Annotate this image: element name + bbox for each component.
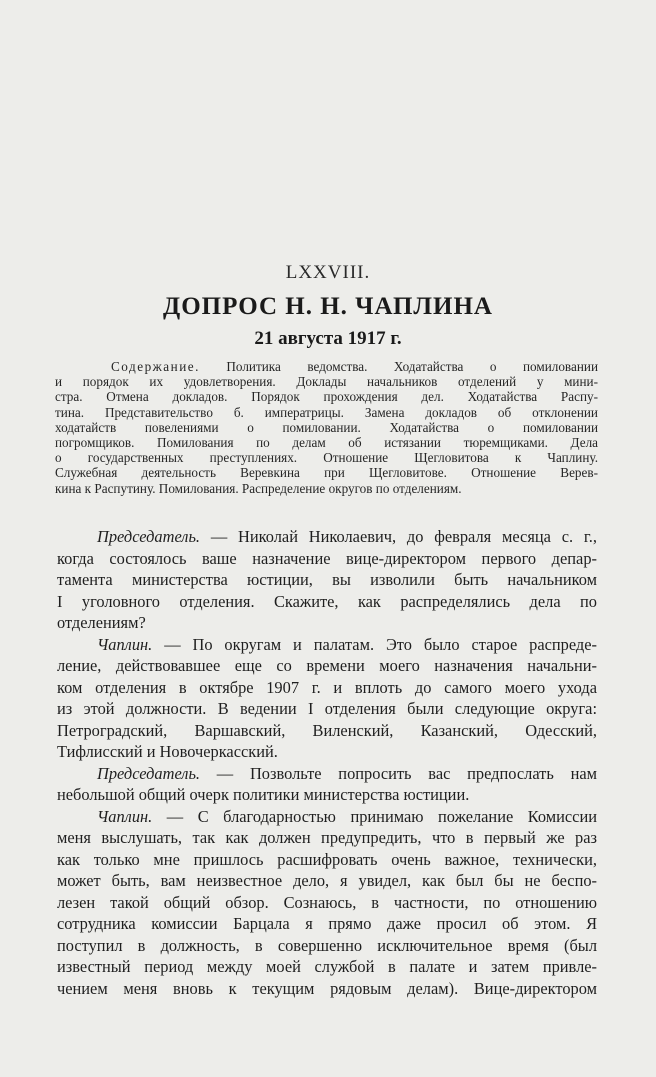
document-title: ДОПРОС Н. Н. ЧАПЛИНА <box>163 293 493 320</box>
contents-line: и порядок их удовлетворения. Доклады начальников отделений у мини- <box>55 374 598 390</box>
paragraph-line: Чаплин. — С благодарностью принимаю пожелание Комиссии <box>97 806 597 826</box>
contents-line: о государственных преступлениях. Отношение Щегловитова к Чаплину. <box>55 450 598 466</box>
speaker-name: Председатель. <box>97 527 201 546</box>
paragraph-line: ком отделения в октябре 1907 г. и вплоть до самого моего ухода <box>57 677 597 697</box>
paragraph-line: лезен такой общий обзор. Сознаюсь, в частности, по отношению <box>57 892 597 912</box>
contents-line: погромщиков. Помилования по делам об истязании тюремщиками. Дела <box>55 435 598 451</box>
paragraph-line: тамента министерства юстиции, вы изволили быть начальником <box>57 570 597 589</box>
speaker-name: Чаплин. <box>97 634 153 654</box>
document-date: 21 августа 1917 г. <box>254 328 402 349</box>
paragraph-line: Чаплин. — По округам и палатам. Это было старое распреде- <box>97 634 597 654</box>
contents-label: Содержание. <box>111 359 200 374</box>
chapter-number: LXXVIII. <box>285 262 371 283</box>
paragraph-line: Тифлисский и Новочеркасский. <box>57 742 278 761</box>
paragraph-line: Председатель. — Позвольте попросить вас предпослать нам <box>97 763 597 783</box>
contents-line: Служебная деятельность Веревкина при Щегловитове. Отношение Верев- <box>55 465 598 481</box>
paragraph-line: чением меня вновь к текущим рядовым делам). Вице-директором <box>57 978 597 998</box>
paragraph-line: может быть, вам неизвестное дело, я увидел, как был бы не беспо- <box>57 871 597 890</box>
paragraph-line: поступил в должность, в совершенно исключительное время (был <box>57 935 597 955</box>
paragraph-line: I уголовного отделения. Скажите, как распределялись дела по <box>57 591 597 611</box>
paragraph-line: ление, действовавшее еще со времени моего назначения начальни- <box>57 656 597 675</box>
paragraph-line: небольшой общий очерк политики министерства юстиции. <box>57 785 470 804</box>
contents-line: стра. Отмена докладов. Порядок прохождения дел. Ходатайства Распу- <box>55 389 598 405</box>
contents-line: Содержание. Политика ведомства. Ходатайства о помиловании <box>111 359 598 374</box>
paragraph-line: сотрудника комиссии Барцала я прямо даже просил об этом. Я <box>57 914 597 933</box>
paragraph-line: отделениям? <box>57 613 146 632</box>
contents-line: тина. Представительство б. императрицы. Замена докладов об отклонении <box>55 404 598 420</box>
paragraph-line: когда состоялось ваше назначение вице-директором первого депар- <box>57 548 597 568</box>
contents-summary <box>55 359 598 496</box>
interrogation-text <box>57 526 597 999</box>
contents-line: кина к Распутину. Помилования. Распределение округов по отделениям. <box>55 480 462 496</box>
speaker-name: Чаплин. <box>97 806 153 826</box>
speaker-name: Председатель. <box>97 763 201 783</box>
paragraph-line: известный период между моей службой в палате и затем привле- <box>57 957 597 976</box>
paragraph-line: Петроградский, Варшавский, Виленский, Казанский, Одесский, <box>57 720 597 740</box>
contents-line: ходатайств повелениями о помиловании. Ходатайства о помиловании <box>55 419 598 435</box>
paragraph-line: как только мне пришлось расшифровать очень важное, технически, <box>57 849 597 869</box>
paragraph-line: Председатель. — Николай Николаевич, до февраля месяца с. г., <box>97 527 597 546</box>
paragraph-line: из этой должности. В ведении I отделения были следующие округа: <box>57 699 597 718</box>
paragraph-line: меня выслушать, так как должен предупредить, что в первый же раз <box>57 828 597 847</box>
